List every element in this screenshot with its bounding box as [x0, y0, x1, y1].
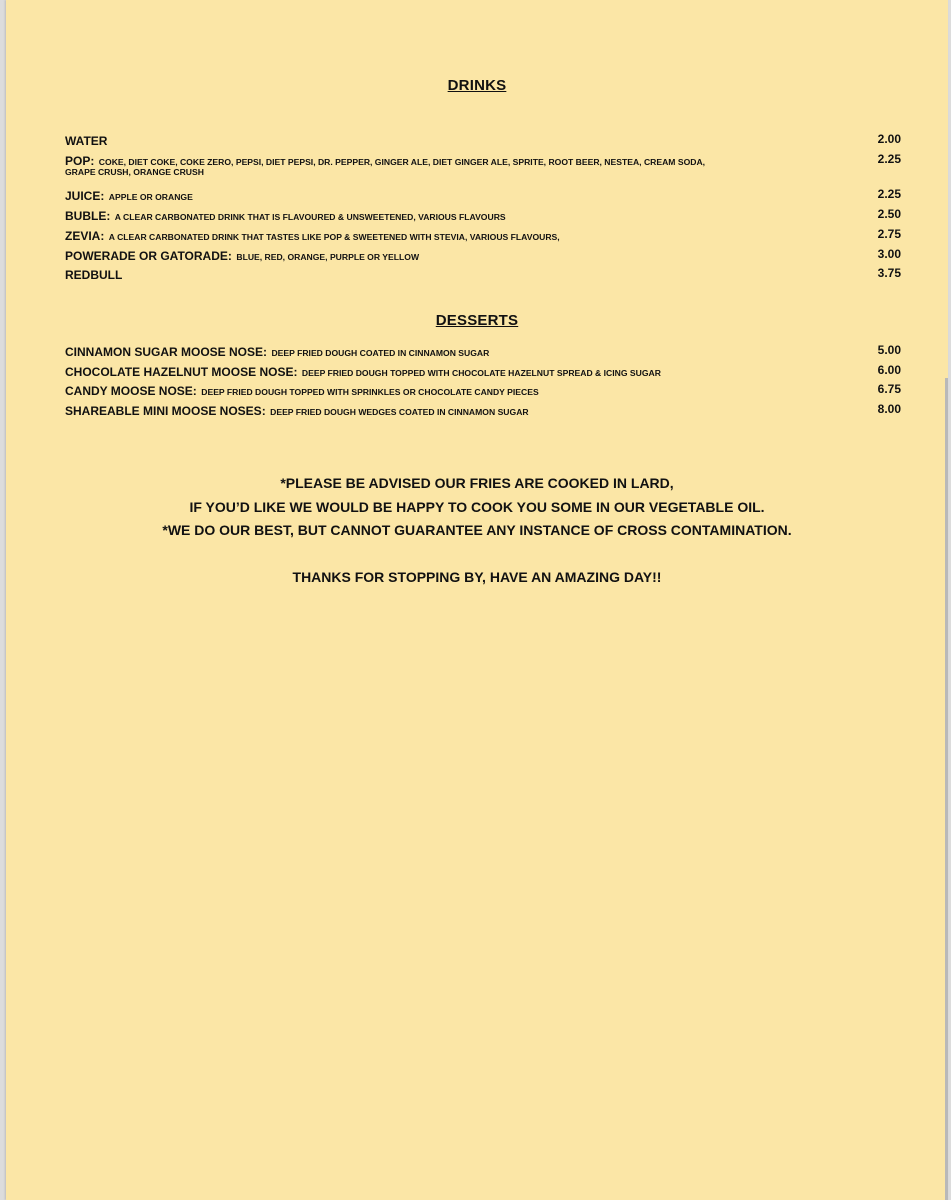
item-price: 3.75 [877, 266, 901, 280]
item-price: 5.00 [877, 343, 901, 357]
notice-line-cross-contamination: *WE DO OUR BEST, BUT CANNOT GUARANTEE ANY INSTANCE OF CROSS CONTAMINATION. [162, 522, 792, 538]
item-price: 2.50 [877, 207, 901, 221]
drinks-heading: DRINKS [447, 77, 507, 94]
notice-line-lard: *PLEASE BE ADVISED OUR FRIES ARE COOKED IN LARD, [280, 475, 674, 491]
item-price: 2.75 [877, 227, 901, 241]
allergy-notice [6, 472, 948, 543]
item-name: CINNAMON SUGAR MOOSE NOSE: [65, 345, 268, 359]
menu-row-water [65, 132, 901, 150]
menu-page [6, 0, 948, 1200]
item-name: WATER [65, 134, 108, 148]
menu-row-redbull [65, 266, 901, 284]
item-price: 3.00 [877, 247, 901, 261]
item-name: SHAREABLE MINI MOOSE NOSES: [65, 404, 266, 418]
item-name: JUICE: [65, 189, 105, 203]
thanks-message: THANKS FOR STOPPING BY, HAVE AN AMAZING DAY!! [292, 569, 662, 585]
item-price: 8.00 [877, 402, 901, 416]
notice-line-vegetable-oil: IF YOU’D LIKE WE WOULD BE HAPPY TO COOK YOU SOME IN OUR VEGETABLE OIL. [189, 498, 765, 515]
item-name: ZEVIA: [65, 229, 105, 243]
item-description: DEEP FRIED DOUGH WEDGES COATED IN CINNAMON SUGAR [270, 407, 529, 417]
menu-row-buble [65, 207, 901, 225]
item-description-continued: GRAPE CRUSH, ORANGE CRUSH [65, 167, 204, 177]
scrollbar[interactable] [945, 378, 948, 1200]
item-description: BLUE, RED, ORANGE, PURPLE OR YELLOW [236, 252, 420, 262]
menu-row-cinnamon-sugar [65, 343, 901, 361]
item-name: BUBLE: [65, 209, 111, 223]
item-name: REDBULL [65, 268, 123, 282]
menu-row-shareable-mini [65, 402, 901, 420]
menu-row-zevia [65, 227, 901, 245]
item-price: 6.00 [877, 363, 901, 377]
item-description: COKE, DIET COKE, COKE ZERO, PEPSI, DIET PEPSI, DR. PEPPER, GINGER ALE, DIET GINGER ALE, SPRITE, ROOT BEER, NESTEA, CREAM SODA, [98, 157, 706, 167]
item-description: DEEP FRIED DOUGH TOPPED WITH CHOCOLATE HAZELNUT SPREAD & ICING SUGAR [301, 368, 661, 378]
item-name: POWERADE OR GATORADE: [65, 249, 232, 263]
menu-row-powerade [65, 247, 901, 265]
item-name: POP: [65, 154, 95, 168]
menu-row-pop [65, 152, 901, 177]
item-price: 2.25 [877, 187, 901, 201]
item-name: CHOCOLATE HAZELNUT MOOSE NOSE: [65, 365, 298, 379]
menu-row-candy [65, 382, 901, 400]
item-description: DEEP FRIED DOUGH COATED IN CINNAMON SUGAR [271, 348, 490, 358]
item-description: A CLEAR CARBONATED DRINK THAT TASTES LIKE POP & SWEETENED WITH STEVIA, VARIOUS FLAVOURS, [108, 232, 560, 242]
desserts-heading: DESSERTS [435, 312, 519, 329]
item-price: 2.25 [877, 152, 901, 166]
item-price: 6.75 [877, 382, 901, 396]
item-description: A CLEAR CARBONATED DRINK THAT IS FLAVOURED & UNSWEETENED, VARIOUS FLAVOURS [114, 212, 506, 222]
item-name: CANDY MOOSE NOSE: [65, 384, 197, 398]
item-description: DEEP FRIED DOUGH TOPPED WITH SPRINKLES OR CHOCOLATE CANDY PIECES [201, 387, 539, 397]
item-price: 2.00 [877, 132, 901, 146]
menu-row-chocolate-hazelnut [65, 363, 901, 381]
item-description: APPLE OR ORANGE [108, 192, 193, 202]
menu-row-juice [65, 187, 901, 205]
